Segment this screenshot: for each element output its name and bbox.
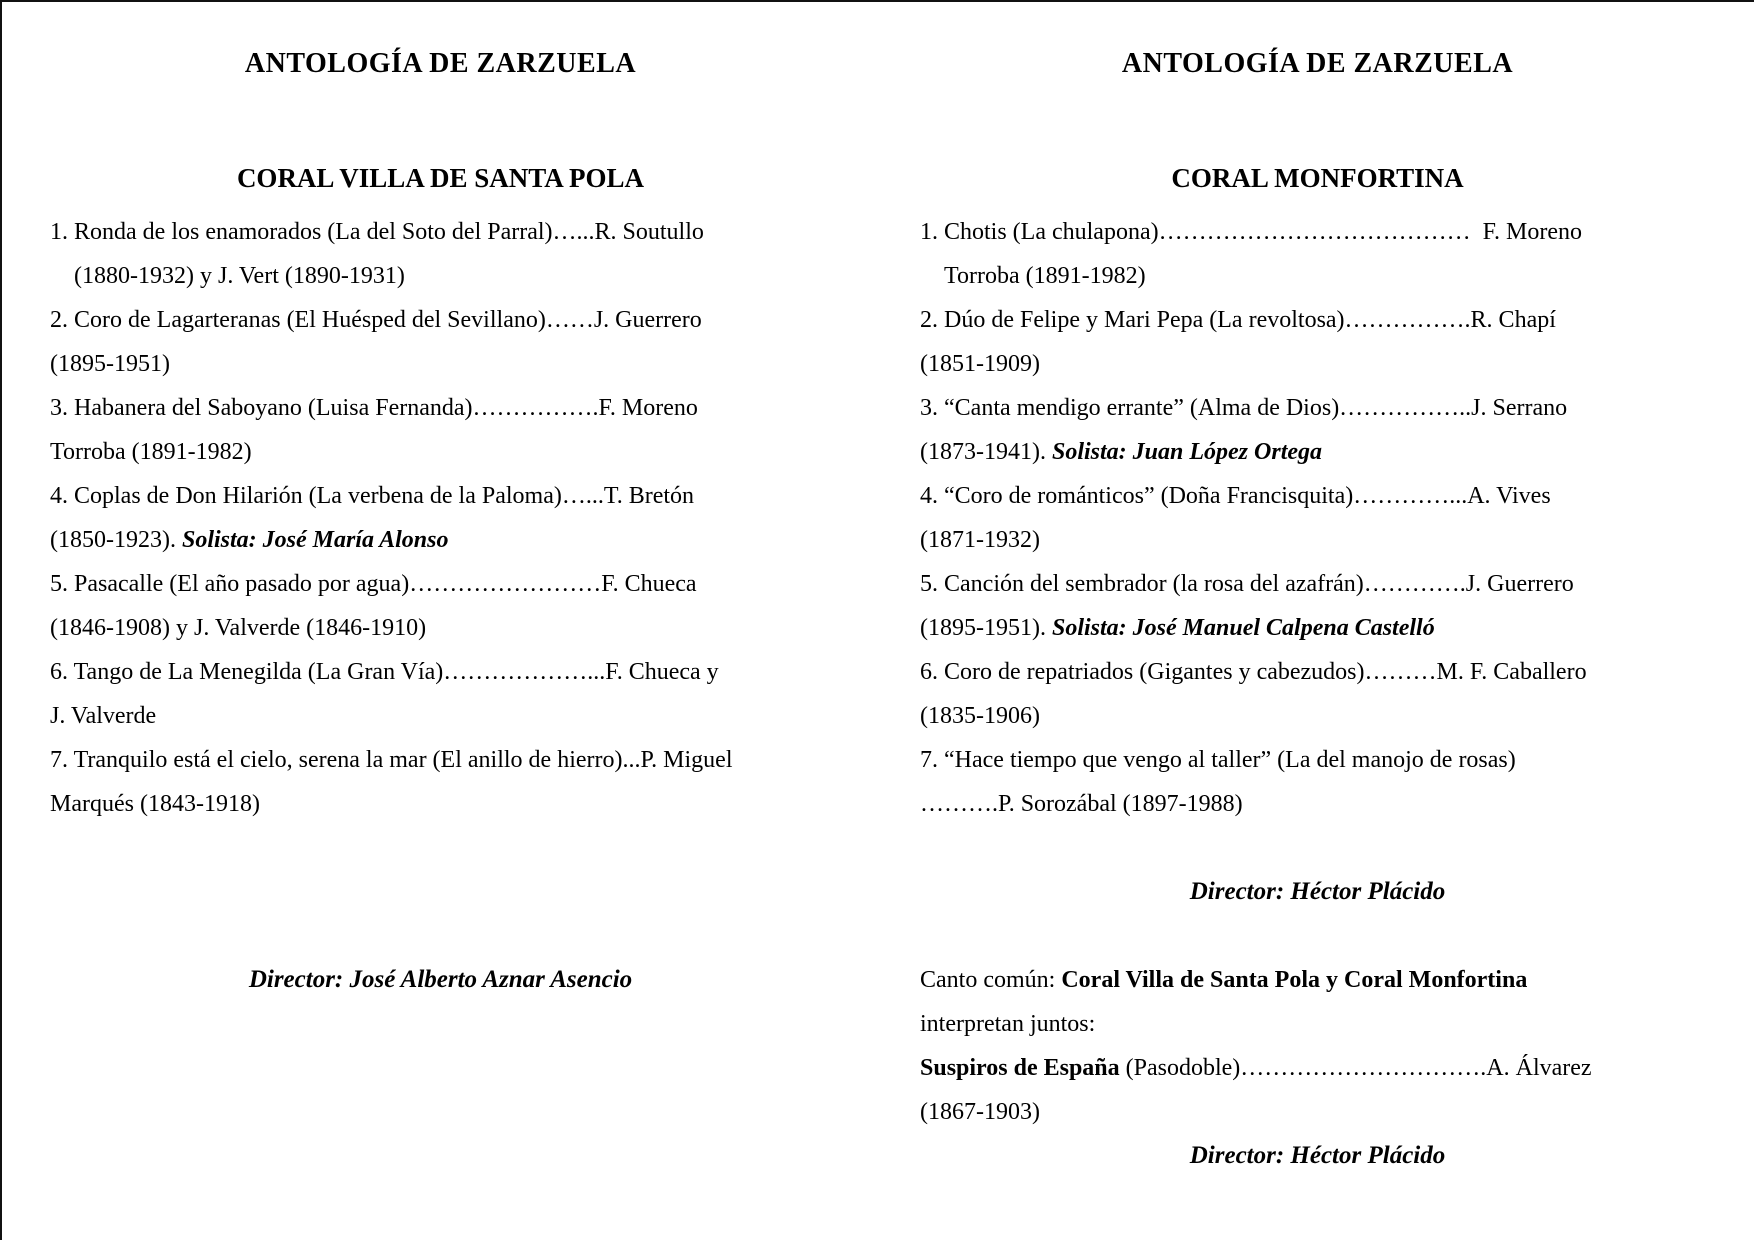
line-text: ……….P. Sorozábal (1897-1988) <box>920 791 1243 817</box>
program-title-left: ANTOLOGÍA DE ZARZUELA <box>244 48 637 79</box>
program-line <box>920 1002 1592 1046</box>
program-line <box>920 342 1587 386</box>
line-text: 6. Coro de repatriados (Gigantes y cabezudos)………M. F. Caballero <box>920 659 1587 685</box>
program-line <box>50 386 733 430</box>
line-text: 4. “Coro de románticos” (Doña Francisquita)…………...A. Vives <box>920 483 1551 509</box>
line-text: (1867-1903) <box>920 1099 1040 1125</box>
line-text: 5. Canción del sembrador (la rosa del azafrán)………….J. Guerrero <box>920 571 1574 597</box>
line-text: (1895-1951). <box>920 615 1052 641</box>
program-line <box>920 562 1587 606</box>
program-line <box>50 562 733 606</box>
line-text: (Pasodoble)………………………….A. Álvarez <box>1119 1055 1592 1081</box>
program-line <box>50 210 733 254</box>
joint-performance-section <box>920 958 1592 1134</box>
program-line <box>920 518 1587 562</box>
line-text: 4. Coplas de Don Hilarión (La verbena de la Paloma)…...T. Bretón <box>50 483 695 509</box>
director-credit-joint: Director: Héctor Plácido <box>1189 1142 1446 1169</box>
program-line <box>920 738 1587 782</box>
line-text: 7. Tranquilo está el cielo, serena la mar (El anillo de hierro)...P. Miguel <box>50 747 733 773</box>
program-line <box>920 782 1587 826</box>
emphasized-text: Suspiros de España <box>920 1055 1120 1081</box>
program-line <box>50 782 733 826</box>
choir-name-left: CORAL VILLA DE SANTA POLA <box>236 163 645 193</box>
program-line <box>50 254 733 298</box>
line-text: (1873-1941). <box>920 439 1052 465</box>
program-line <box>50 606 733 650</box>
program-line <box>50 474 733 518</box>
program-line <box>920 210 1587 254</box>
line-text: 1. Chotis (La chulapona)………………………………… F. Moreno <box>920 219 1583 245</box>
emphasized-text: Coral Villa de Santa Pola y Coral Monfortina <box>1061 967 1528 993</box>
right-page <box>879 2 1754 1240</box>
program-line <box>50 298 733 342</box>
line-text: Canto común: <box>920 967 1062 993</box>
line-text: 7. “Hace tiempo que vengo al taller” (La del manojo de rosas) <box>920 747 1516 773</box>
line-text: 6. Tango de La Menegilda (La Gran Vía)………………...F. Chueca y <box>50 659 719 685</box>
line-text: (1851-1909) <box>920 351 1040 377</box>
line-text: Torroba (1891-1982) <box>944 263 1146 289</box>
program-line <box>920 1090 1592 1134</box>
program-line <box>920 298 1587 342</box>
program-line <box>920 958 1592 1002</box>
director-credit-right: Director: Héctor Plácido <box>1189 878 1446 905</box>
soloist-credit: Solista: José María Alonso <box>181 527 449 553</box>
line-text: interpretan juntos: <box>920 1011 1096 1037</box>
program-line <box>920 1046 1592 1090</box>
line-text: (1880-1932) y J. Vert (1890-1931) <box>74 263 405 289</box>
program-title-right: ANTOLOGÍA DE ZARZUELA <box>1121 48 1514 79</box>
program-line <box>920 430 1587 474</box>
program-list-left <box>50 210 733 826</box>
program-line <box>920 254 1587 298</box>
program-line <box>50 430 733 474</box>
line-text: (1895-1951) <box>50 351 170 377</box>
line-text: 2. Coro de Lagarteranas (El Huésped del Sevillano)……J. Guerrero <box>50 307 702 333</box>
director-credit-left: Director: José Alberto Aznar Asencio <box>248 966 633 993</box>
program-line <box>920 474 1587 518</box>
program-line <box>50 342 733 386</box>
line-text: J. Valverde <box>50 703 157 729</box>
choir-name-right: CORAL MONFORTINA <box>1171 163 1464 193</box>
line-text: Marqués (1843-1918) <box>50 791 260 817</box>
line-text: (1846-1908) y J. Valverde (1846-1910) <box>50 615 427 641</box>
program-line <box>50 518 733 562</box>
soloist-credit: Solista: José Manuel Calpena Castelló <box>1051 615 1435 641</box>
line-text: 3. Habanera del Saboyano (Luisa Fernanda)…………….F. Moreno <box>50 395 698 421</box>
line-text: 5. Pasacalle (El año pasado por agua)……………………F. Chueca <box>50 571 697 597</box>
program-line <box>50 694 733 738</box>
line-text: (1850-1923). <box>50 527 182 553</box>
left-page <box>2 2 879 1240</box>
line-text: (1835-1906) <box>920 703 1040 729</box>
program-line <box>50 650 733 694</box>
program-line <box>920 694 1587 738</box>
soloist-credit: Solista: Juan López Ortega <box>1051 439 1323 465</box>
program-line <box>920 650 1587 694</box>
program-line <box>920 606 1587 650</box>
line-text: 3. “Canta mendigo errante” (Alma de Dios)……………..J. Serrano <box>920 395 1568 421</box>
program-line <box>920 386 1587 430</box>
program-list-right <box>920 210 1587 826</box>
line-text: (1871-1932) <box>920 527 1040 553</box>
line-text: 2. Dúo de Felipe y Mari Pepa (La revoltosa)…………….R. Chapí <box>920 307 1556 333</box>
line-text: 1. Ronda de los enamorados (La del Soto del Parral)…...R. Soutullo <box>50 219 704 245</box>
program-line <box>50 738 733 782</box>
line-text: Torroba (1891-1982) <box>50 439 252 465</box>
